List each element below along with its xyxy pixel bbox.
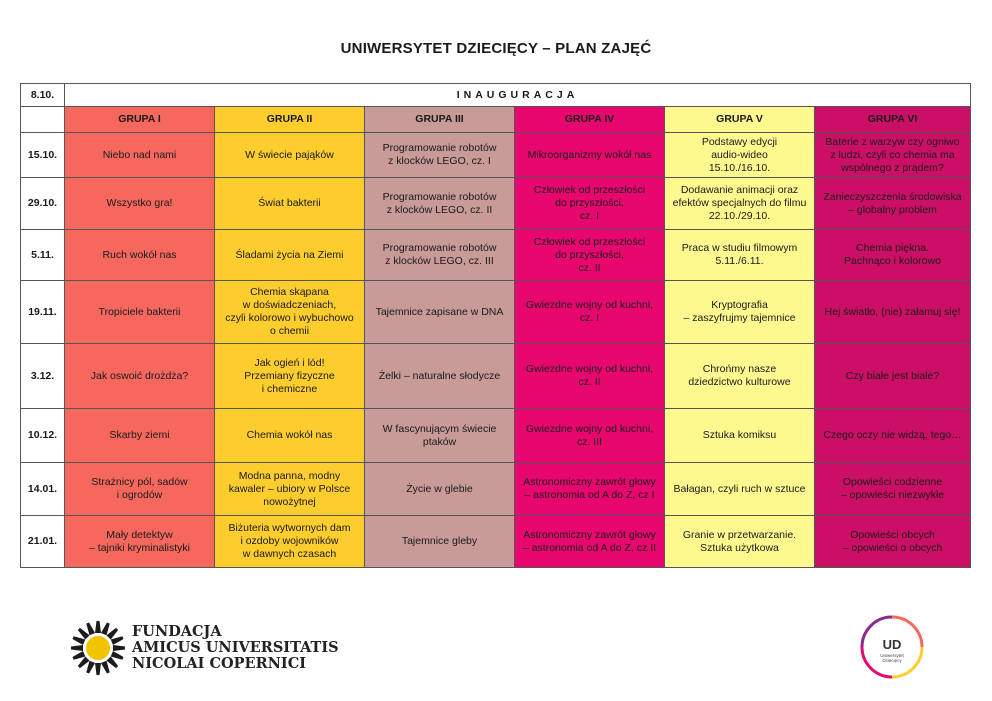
class-text-line: Żelki – naturalne słodycze bbox=[378, 369, 501, 382]
class-text-line: Przemiany fizyczne bbox=[244, 369, 335, 382]
class-cell bbox=[65, 409, 215, 463]
class-cell bbox=[665, 516, 815, 568]
class-cell bbox=[815, 463, 971, 516]
inauguration-row bbox=[21, 84, 971, 107]
class-text-line: i chemiczne bbox=[261, 382, 318, 395]
class-cell bbox=[815, 409, 971, 463]
class-text-line: cz. I bbox=[579, 210, 600, 222]
class-cell bbox=[515, 178, 665, 230]
schedule-row bbox=[21, 516, 971, 568]
group-header: GRUPA VI bbox=[815, 107, 971, 133]
group-header: GRUPA I bbox=[65, 107, 215, 133]
class-text-line: Opowieści obcych bbox=[850, 528, 935, 541]
ud-sub-line: Uniwersytet bbox=[880, 653, 904, 658]
group-header-row bbox=[21, 107, 971, 133]
class-cell bbox=[365, 178, 515, 230]
class-text-line: czyli kolorowo i wybuchowo bbox=[225, 312, 354, 324]
inauguration-label: INAUGURACJA bbox=[65, 84, 971, 107]
date-cell: 19.11. bbox=[21, 281, 65, 344]
class-cell bbox=[365, 463, 515, 516]
class-text-line: Bałagan, czyli ruch w sztuce bbox=[673, 482, 806, 495]
class-cell bbox=[515, 344, 665, 409]
class-cell bbox=[515, 230, 665, 281]
ud-logo bbox=[857, 612, 927, 682]
class-text-line: Tajemnice gleby bbox=[401, 535, 478, 547]
class-text-line: i ozdoby wojowników bbox=[240, 535, 339, 547]
class-text-line: dziedzictwo kulturowe bbox=[688, 376, 791, 388]
class-text-line: wspólnego z prądem? bbox=[841, 161, 944, 174]
class-cell bbox=[215, 463, 365, 516]
class-cell bbox=[65, 516, 215, 568]
class-text-line: Jak ogień i lód! bbox=[254, 356, 325, 369]
class-cell bbox=[365, 344, 515, 409]
class-text-line: Baterie z warzyw czy ogniwo bbox=[825, 135, 960, 148]
class-text-line: do przyszłości, bbox=[555, 197, 624, 209]
class-text-line: 22.10./29.10. bbox=[708, 210, 771, 222]
class-text-line: kawaler – ubiory w Polsce bbox=[228, 482, 351, 495]
class-text-line: Gwiezdne wojny od kuchni, bbox=[525, 299, 654, 311]
class-cell bbox=[665, 230, 815, 281]
class-cell bbox=[665, 178, 815, 230]
class-text-line: z ludzi, czyli co chemia ma bbox=[830, 148, 955, 161]
schedule-table bbox=[20, 83, 971, 568]
date-cell: 21.01. bbox=[21, 516, 65, 568]
class-text-line: – astronomia od A do Z, cz I bbox=[524, 489, 655, 501]
class-text-line: – zaszyfrujmy tajemnice bbox=[683, 312, 796, 324]
class-cell bbox=[215, 344, 365, 409]
class-text-line: Człowiek od przeszłości bbox=[533, 184, 646, 196]
class-cell bbox=[665, 344, 815, 409]
class-text-line: Ruch wokół nas bbox=[102, 248, 177, 261]
class-text-line: cz. II bbox=[578, 261, 601, 274]
class-text-line: – globalny problem bbox=[848, 203, 937, 216]
sun-ray bbox=[95, 621, 101, 633]
class-text-line: Człowiek od przeszłości bbox=[533, 235, 646, 248]
class-text-line: Wszystko gra! bbox=[106, 197, 173, 209]
class-cell bbox=[215, 230, 365, 281]
class-text-line: Skarby ziemi bbox=[109, 429, 170, 441]
class-cell bbox=[65, 281, 215, 344]
class-text-line: Hej światło, (nie) załamuj się! bbox=[824, 305, 961, 318]
ud-subtitle bbox=[857, 653, 927, 663]
class-text-line: ptaków bbox=[422, 435, 457, 448]
class-text-line: Granie w przetwarzanie. bbox=[682, 528, 797, 541]
class-text-line: – opowieści niezwykłe bbox=[840, 489, 945, 501]
group-header: GRUPA II bbox=[215, 107, 365, 133]
class-text-line: audio-wideo bbox=[711, 148, 768, 161]
class-cell bbox=[215, 178, 365, 230]
foundation-logo bbox=[70, 620, 340, 680]
corner-cell bbox=[21, 107, 65, 133]
group-header: GRUPA IV bbox=[515, 107, 665, 133]
class-text-line: w doświadczeniach, bbox=[242, 299, 337, 311]
class-text-line: Zanieczyszczenia środowiska bbox=[823, 190, 962, 203]
class-text-line: cz. III bbox=[576, 435, 603, 448]
class-text-line: cz. I bbox=[579, 312, 600, 324]
class-text-line: Podstawy edycji bbox=[701, 135, 778, 148]
class-cell bbox=[365, 516, 515, 568]
class-text-line: Jak oswoić drożdża? bbox=[90, 369, 189, 382]
class-text-line: Pachnąco i kolorowo bbox=[844, 255, 941, 267]
sun-ray bbox=[77, 656, 90, 669]
date-cell: 14.01. bbox=[21, 463, 65, 516]
class-text-line: Astronomiczny zawrót głowy bbox=[523, 528, 656, 541]
class-text-line: – tajniki kryminalistyki bbox=[89, 541, 190, 554]
class-text-line: Czy białe jest białe? bbox=[845, 369, 940, 382]
class-text-line: Programowanie robotów bbox=[382, 142, 497, 154]
class-text-line: Strażnicy pól, sadów bbox=[91, 476, 188, 488]
class-text-line: z klocków LEGO, cz. II bbox=[386, 203, 493, 216]
class-cell bbox=[215, 516, 365, 568]
class-text-line: Sztuka komiksu bbox=[702, 429, 777, 441]
date-cell: 8.10. bbox=[21, 84, 65, 107]
class-cell bbox=[365, 281, 515, 344]
schedule-row bbox=[21, 463, 971, 516]
class-text-line: – opowieści o obcych bbox=[842, 541, 943, 554]
class-text-line: – astronomia od A do Z, cz II bbox=[522, 541, 657, 554]
class-cell bbox=[65, 178, 215, 230]
class-text-line: nowożytnej bbox=[263, 495, 316, 508]
class-text-line: Sztuka użytkowa bbox=[700, 541, 779, 554]
class-cell bbox=[515, 463, 665, 516]
class-text-line: Świat bakterii bbox=[258, 197, 321, 209]
schedule-row bbox=[21, 409, 971, 463]
class-cell bbox=[65, 133, 215, 178]
sun-ray bbox=[95, 663, 101, 675]
foundation-line: FUNDACJA bbox=[132, 623, 222, 640]
class-text-line: Dodawanie animacji oraz bbox=[680, 184, 799, 196]
sun-ray bbox=[113, 645, 125, 651]
class-cell bbox=[515, 281, 665, 344]
foundation-line: NICOLAI COPERNICI bbox=[132, 655, 307, 672]
class-text-line: Opowieści codzienne bbox=[842, 476, 943, 488]
class-text-line: cz. II bbox=[578, 376, 601, 388]
class-text-line: o chemii bbox=[269, 325, 310, 337]
date-cell: 15.10. bbox=[21, 133, 65, 178]
class-cell bbox=[65, 344, 215, 409]
class-text-line: W fascynującym świecie bbox=[382, 422, 497, 435]
class-text-line: Chemia wokół nas bbox=[246, 429, 333, 441]
class-text-line: Życie w glebie bbox=[406, 482, 473, 495]
class-text-line: w dawnych czasach bbox=[242, 548, 337, 560]
class-text-line: Niebo nad nami bbox=[102, 148, 177, 161]
class-text-line: efektów specjalnych do filmu bbox=[672, 197, 807, 209]
ud-abbr: UD bbox=[882, 637, 902, 652]
date-cell: 29.10. bbox=[21, 178, 65, 230]
sun-icon bbox=[70, 620, 126, 676]
date-cell: 5.11. bbox=[21, 230, 65, 281]
class-text-line: Mały detektyw bbox=[106, 528, 173, 541]
class-cell bbox=[215, 133, 365, 178]
class-text-line: Gwiezdne wojny od kuchni, bbox=[525, 363, 654, 375]
class-text-line: Czego oczy nie widzą, tego… bbox=[823, 429, 962, 441]
date-cell: 3.12. bbox=[21, 344, 65, 409]
class-text-line: Gwiezdne wojny od kuchni, bbox=[525, 422, 654, 435]
class-cell bbox=[515, 409, 665, 463]
class-cell bbox=[815, 516, 971, 568]
class-cell bbox=[215, 409, 365, 463]
page-title: UNIWERSYTET DZIECIĘCY – PLAN ZAJĘĆ bbox=[340, 40, 652, 57]
class-text-line: Tajemnice zapisane w DNA bbox=[375, 305, 504, 318]
class-cell bbox=[815, 344, 971, 409]
schedule-row bbox=[21, 133, 971, 178]
class-text-line: Mikroorganizmy wokół nas bbox=[527, 148, 652, 161]
class-cell bbox=[815, 133, 971, 178]
sun-ray bbox=[77, 627, 90, 640]
class-text-line: Praca w studiu filmowym bbox=[681, 242, 798, 254]
class-cell bbox=[215, 281, 365, 344]
sun-ray bbox=[71, 645, 83, 651]
class-text-line: Programowanie robotów bbox=[382, 242, 497, 254]
class-text-line: Chemia piękna. bbox=[856, 242, 929, 254]
class-text-line: z klocków LEGO, cz. III bbox=[385, 255, 494, 267]
class-text-line: Modna panna, modny bbox=[238, 469, 341, 482]
class-cell bbox=[665, 133, 815, 178]
class-cell bbox=[665, 463, 815, 516]
class-cell bbox=[815, 178, 971, 230]
sun-ray bbox=[106, 656, 119, 669]
class-text-line: Programowanie robotów bbox=[382, 190, 497, 203]
class-cell bbox=[815, 281, 971, 344]
class-text-line: do przyszłości, bbox=[555, 248, 624, 261]
class-cell bbox=[665, 281, 815, 344]
date-cell: 10.12. bbox=[21, 409, 65, 463]
class-cell bbox=[365, 133, 515, 178]
class-text-line: Biżuteria wytwornych dam bbox=[228, 522, 351, 534]
foundation-line: AMICUS UNIVERSITATIS bbox=[132, 639, 339, 656]
foundation-name bbox=[132, 624, 339, 672]
class-cell bbox=[665, 409, 815, 463]
class-text-line: Tropiciele bakterii bbox=[98, 305, 181, 318]
class-text-line: Chrońmy nasze bbox=[702, 363, 777, 375]
class-cell bbox=[515, 516, 665, 568]
class-text-line: Śladami życia na Ziemi bbox=[235, 248, 344, 261]
class-cell bbox=[815, 230, 971, 281]
class-text-line: W świecie pająków bbox=[245, 148, 334, 161]
class-text-line: Chemia skąpana bbox=[250, 286, 329, 298]
schedule-body bbox=[21, 133, 971, 568]
schedule-row bbox=[21, 230, 971, 281]
class-text-line: 5.11./6.11. bbox=[715, 255, 764, 267]
group-header: GRUPA III bbox=[365, 107, 515, 133]
class-text-line: Astronomiczny zawrót głowy bbox=[523, 476, 656, 488]
ud-sub-line: Dziecięcy bbox=[882, 658, 902, 663]
schedule-row bbox=[21, 178, 971, 230]
class-text-line: Kryptografia bbox=[711, 299, 768, 311]
class-cell bbox=[65, 463, 215, 516]
schedule-row bbox=[21, 344, 971, 409]
class-cell bbox=[515, 133, 665, 178]
group-header: GRUPA V bbox=[665, 107, 815, 133]
class-text-line: z klocków LEGO, cz. I bbox=[388, 155, 491, 167]
class-text-line: i ogrodów bbox=[116, 489, 163, 501]
schedule-row bbox=[21, 281, 971, 344]
class-cell bbox=[365, 409, 515, 463]
class-cell bbox=[365, 230, 515, 281]
class-cell bbox=[65, 230, 215, 281]
class-text-line: 15.10./16.10. bbox=[708, 161, 771, 174]
sun-ray bbox=[106, 627, 119, 640]
